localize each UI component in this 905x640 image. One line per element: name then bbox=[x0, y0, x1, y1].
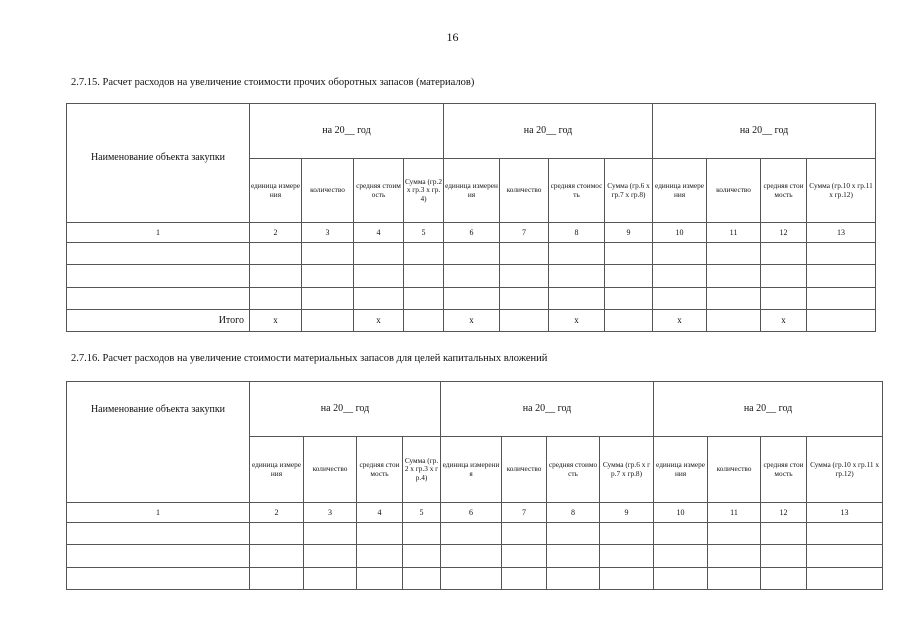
column-number: 5 bbox=[403, 503, 441, 523]
empty-cell bbox=[807, 288, 876, 310]
empty-cell bbox=[357, 568, 403, 590]
total-label: Итого bbox=[67, 310, 250, 332]
column-number: 7 bbox=[502, 503, 547, 523]
empty-cell bbox=[403, 568, 441, 590]
empty-cell bbox=[807, 265, 876, 288]
name-column-header: Наименование объекта закупки bbox=[67, 104, 250, 223]
empty-cell bbox=[549, 243, 605, 265]
empty-cell bbox=[250, 243, 302, 265]
column-number: 3 bbox=[302, 223, 354, 243]
empty-cell bbox=[502, 545, 547, 568]
column-number: 6 bbox=[444, 223, 500, 243]
empty-cell bbox=[707, 288, 761, 310]
empty-cell bbox=[444, 265, 500, 288]
empty-cell bbox=[500, 288, 549, 310]
empty-cell bbox=[707, 243, 761, 265]
empty-cell bbox=[605, 265, 653, 288]
year-header-3: на 20__ год bbox=[653, 104, 876, 159]
column-number: 11 bbox=[708, 503, 761, 523]
empty-cell bbox=[67, 288, 250, 310]
column-number: 12 bbox=[761, 503, 807, 523]
total-row bbox=[67, 310, 876, 332]
empty-cell bbox=[502, 523, 547, 545]
empty-cell bbox=[302, 265, 354, 288]
empty-cell bbox=[67, 243, 250, 265]
empty-cell bbox=[304, 523, 357, 545]
empty-cell bbox=[444, 288, 500, 310]
column-number: 13 bbox=[807, 503, 883, 523]
table-row bbox=[67, 288, 876, 310]
empty-cell bbox=[250, 545, 304, 568]
empty-cell bbox=[403, 545, 441, 568]
unit-header: единица измерения bbox=[653, 159, 707, 223]
sum-header: Сумма (гр.6 х гр.7 х гр.8) bbox=[605, 159, 653, 223]
empty-cell bbox=[605, 243, 653, 265]
sum-header: Сумма (гр.2 х гр.3 х гр.4) bbox=[404, 159, 444, 223]
empty-cell bbox=[404, 243, 444, 265]
total-cell: х bbox=[250, 310, 302, 332]
page-number: 16 bbox=[446, 30, 459, 44]
column-number: 5 bbox=[404, 223, 444, 243]
empty-cell bbox=[304, 545, 357, 568]
empty-cell bbox=[500, 265, 549, 288]
year-header-1: на 20__ год bbox=[250, 104, 444, 159]
column-number: 13 bbox=[807, 223, 876, 243]
sum-header: Сумма (гр.6 х гр.7 х гр.8) bbox=[600, 437, 654, 503]
year-header-1: на 20__ год bbox=[250, 382, 441, 437]
empty-cell bbox=[357, 523, 403, 545]
total-cell bbox=[404, 310, 444, 332]
empty-cell bbox=[547, 568, 600, 590]
empty-cell bbox=[250, 288, 302, 310]
empty-cell bbox=[653, 243, 707, 265]
empty-cell bbox=[302, 288, 354, 310]
empty-cell bbox=[600, 568, 654, 590]
empty-cell bbox=[807, 243, 876, 265]
avg-cost-header: средняя стоимость bbox=[357, 437, 403, 503]
empty-cell bbox=[404, 288, 444, 310]
empty-cell bbox=[67, 265, 250, 288]
quantity-header: количество bbox=[707, 159, 761, 223]
table-row bbox=[67, 568, 883, 590]
empty-cell bbox=[708, 523, 761, 545]
total-cell: х bbox=[653, 310, 707, 332]
empty-cell bbox=[250, 568, 304, 590]
avg-cost-header: средняя стоимость bbox=[549, 159, 605, 223]
empty-cell bbox=[807, 545, 883, 568]
column-number: 12 bbox=[761, 223, 807, 243]
total-cell bbox=[605, 310, 653, 332]
empty-cell bbox=[250, 265, 302, 288]
empty-cell bbox=[708, 568, 761, 590]
column-number: 6 bbox=[441, 503, 502, 523]
table-row bbox=[67, 523, 883, 545]
empty-cell bbox=[807, 568, 883, 590]
column-number: 3 bbox=[304, 503, 357, 523]
unit-header: единица измерения bbox=[250, 437, 304, 503]
total-cell bbox=[302, 310, 354, 332]
quantity-header: количество bbox=[708, 437, 761, 503]
year-header-2: на 20__ год bbox=[441, 382, 654, 437]
empty-cell bbox=[441, 545, 502, 568]
materials-expense-table bbox=[66, 103, 876, 332]
empty-cell bbox=[600, 523, 654, 545]
empty-cell bbox=[302, 243, 354, 265]
empty-cell bbox=[444, 243, 500, 265]
empty-cell bbox=[707, 265, 761, 288]
column-number: 1 bbox=[67, 503, 250, 523]
empty-cell bbox=[549, 265, 605, 288]
column-number: 8 bbox=[547, 503, 600, 523]
total-cell: х bbox=[354, 310, 404, 332]
section-title-2-7-16: 2.7.16. Расчет расходов на увеличение стоимости материальных запасов для целей капитальных вложений bbox=[71, 353, 548, 364]
empty-cell bbox=[807, 523, 883, 545]
empty-cell bbox=[600, 545, 654, 568]
empty-cell bbox=[441, 568, 502, 590]
column-number: 2 bbox=[250, 503, 304, 523]
empty-cell bbox=[605, 288, 653, 310]
total-cell bbox=[807, 310, 876, 332]
empty-cell bbox=[549, 288, 605, 310]
empty-cell bbox=[67, 545, 250, 568]
column-number: 7 bbox=[500, 223, 549, 243]
empty-cell bbox=[250, 523, 304, 545]
capital-materials-expense-table bbox=[66, 381, 883, 590]
sum-header: Сумма (гр.2 х гр.3 х гр.4) bbox=[403, 437, 441, 503]
column-number-row bbox=[67, 503, 883, 523]
empty-cell bbox=[654, 568, 708, 590]
empty-cell bbox=[653, 265, 707, 288]
column-number: 10 bbox=[653, 223, 707, 243]
empty-cell bbox=[502, 568, 547, 590]
empty-cell bbox=[304, 568, 357, 590]
total-cell: х bbox=[761, 310, 807, 332]
year-header-2: на 20__ год bbox=[444, 104, 653, 159]
column-number: 9 bbox=[600, 503, 654, 523]
column-number: 11 bbox=[707, 223, 761, 243]
empty-cell bbox=[441, 523, 502, 545]
table-row bbox=[67, 545, 883, 568]
unit-header: единица измерения bbox=[250, 159, 302, 223]
avg-cost-header: средняя стоимость bbox=[761, 159, 807, 223]
avg-cost-header: средняя стоимость bbox=[354, 159, 404, 223]
empty-cell bbox=[654, 545, 708, 568]
avg-cost-header: средняя стоимость bbox=[547, 437, 600, 503]
year-header-3: на 20__ год bbox=[654, 382, 883, 437]
empty-cell bbox=[404, 265, 444, 288]
table-row bbox=[67, 243, 876, 265]
empty-cell bbox=[761, 568, 807, 590]
empty-cell bbox=[654, 523, 708, 545]
empty-cell bbox=[761, 523, 807, 545]
column-number: 4 bbox=[357, 503, 403, 523]
empty-cell bbox=[708, 545, 761, 568]
column-number-row bbox=[67, 223, 876, 243]
unit-header: единица измерения bbox=[654, 437, 708, 503]
column-number: 2 bbox=[250, 223, 302, 243]
column-number: 1 bbox=[67, 223, 250, 243]
empty-cell bbox=[354, 243, 404, 265]
total-cell: х bbox=[549, 310, 605, 332]
empty-cell bbox=[67, 523, 250, 545]
quantity-header: количество bbox=[502, 437, 547, 503]
quantity-header: количество bbox=[304, 437, 357, 503]
avg-cost-header: средняя стоимость bbox=[761, 437, 807, 503]
quantity-header: количество bbox=[500, 159, 549, 223]
empty-cell bbox=[547, 523, 600, 545]
empty-cell bbox=[761, 288, 807, 310]
empty-cell bbox=[653, 288, 707, 310]
unit-header: единица измерения bbox=[441, 437, 502, 503]
total-cell bbox=[707, 310, 761, 332]
column-number: 9 bbox=[605, 223, 653, 243]
quantity-header: количество bbox=[302, 159, 354, 223]
empty-cell bbox=[354, 288, 404, 310]
empty-cell bbox=[761, 545, 807, 568]
section-title-2-7-15: 2.7.15. Расчет расходов на увеличение стоимости прочих оборотных запасов (материалов) bbox=[71, 77, 475, 88]
empty-cell bbox=[67, 568, 250, 590]
empty-cell bbox=[357, 545, 403, 568]
empty-cell bbox=[547, 545, 600, 568]
empty-cell bbox=[354, 265, 404, 288]
unit-header: единица измерения bbox=[444, 159, 500, 223]
empty-cell bbox=[500, 243, 549, 265]
column-number: 8 bbox=[549, 223, 605, 243]
total-cell bbox=[500, 310, 549, 332]
sum-header: Сумма (гр.10 х гр.11 х гр.12) bbox=[807, 437, 883, 503]
empty-cell bbox=[761, 265, 807, 288]
total-cell: х bbox=[444, 310, 500, 332]
name-column-header: Наименование объекта закупки bbox=[67, 382, 250, 503]
empty-cell bbox=[403, 523, 441, 545]
column-number: 4 bbox=[354, 223, 404, 243]
sum-header: Сумма (гр.10 х гр.11 х гр.12) bbox=[807, 159, 876, 223]
empty-cell bbox=[761, 243, 807, 265]
table-row bbox=[67, 265, 876, 288]
column-number: 10 bbox=[654, 503, 708, 523]
